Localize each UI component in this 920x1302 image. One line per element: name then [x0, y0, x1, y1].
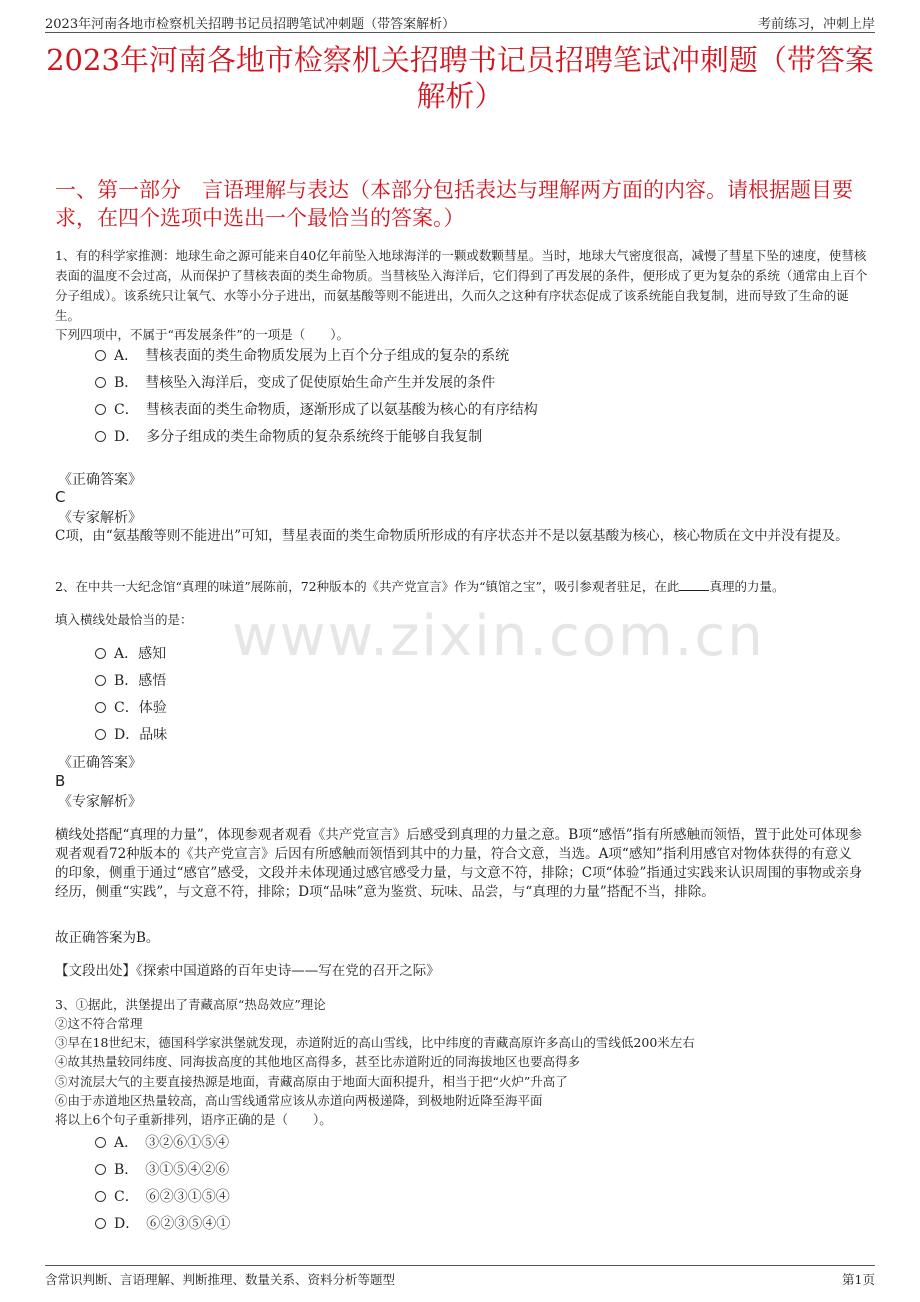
question-3-line-4: ④故其热量较同纬度、同海拔高度的其他地区高得多，甚至比赤道附近的同海拔地区也要高得多: [55, 1054, 581, 1069]
option-label: D．品味: [114, 727, 168, 743]
option-label: A． ③②⑥①⑤④: [114, 1135, 230, 1151]
radio-icon[interactable]: [95, 377, 106, 388]
option-label: D． ⑥②③⑤④①: [114, 1216, 231, 1232]
document-title: 2023年河南各地市检察机关招聘书记员招聘笔试冲刺题（带答案解析）: [46, 43, 874, 113]
option-label: B． 彗核坠入海洋后，变成了促使原始生命产生并发展的条件: [114, 375, 496, 391]
answer-label: 《正确答案》: [58, 755, 142, 771]
option-label: B．感悟: [114, 673, 167, 689]
question-2-conclusion: 故正确答案为B。: [55, 930, 160, 946]
question-3-line-2: ②这不符合常理: [55, 1016, 143, 1031]
option-label: B． ③①⑤④②⑥: [114, 1162, 230, 1178]
question-3-line-6: ⑥由于赤道地区热量较高，高山雪线通常应该从赤道向两极递降，到极地附近降至海平面: [55, 1093, 543, 1108]
analysis-label: 《专家解析》: [58, 794, 142, 810]
option-label: D． 多分子组成的类生命物质的复杂系统终于能够自我复制: [114, 429, 483, 445]
radio-icon[interactable]: [95, 350, 106, 361]
question-2-option-c[interactable]: [95, 698, 167, 718]
radio-icon[interactable]: [95, 675, 106, 686]
option-label: A．感知: [114, 646, 167, 662]
header-right-text: 考前练习，冲刺上岸: [757, 17, 875, 32]
question-1-prompt: 下列四项中，不属于“再发展条件”的一项是（ ）。: [55, 327, 350, 342]
question-1-option-c[interactable]: [95, 400, 538, 420]
watermark: www.zixin.com.cn: [232, 604, 765, 669]
question-1-option-b[interactable]: [95, 373, 495, 393]
radio-icon[interactable]: [95, 1191, 106, 1202]
question-2-source: 【文段出处】《探索中国道路的百年史诗——写在党的召开之际》: [55, 963, 440, 979]
question-1-stem: 1、有的科学家推测：地球生命之源可能来自40亿年前坠入地球海洋的一颗或数颗彗星。当时，地球大气密度很高，减慢了彗星下坠的速度，使彗核表面的温度不会过高，从而保护了彗核表面的类生命物质。当彗核坠入海洋后，它们得到了再发展的条件，便形成了更为复杂的系统（通常由上百个分子组成）。该系统只让氧气、水等小分子进出，而氨基酸等则不能进出，久而久之这种有序状态促成了该系统能自我复制，进而导致了生命的诞生。: [55, 248, 868, 323]
question-3-option-b[interactable]: [95, 1160, 229, 1180]
question-1-answer: C: [55, 488, 66, 506]
page-number: 第1页: [842, 1272, 875, 1287]
question-2-option-d[interactable]: [95, 725, 167, 745]
radio-icon[interactable]: [95, 702, 106, 713]
question-3-prompt: 将以上6个句子重新排列，语序正确的是（ ）。: [55, 1112, 332, 1127]
question-3-option-d[interactable]: [95, 1214, 230, 1234]
question-1-analysis: C项，由“氨基酸等则不能进出”可知，彗星表面的类生命物质所形成的有序状态并不是以氨基酸为核心，核心物质在文中并没有提及。: [55, 528, 849, 544]
question-3-line-3: ③早在18世纪末，德国科学家洪堡就发现，赤道附近的高山雪线，比中纬度的青藏高原许多高山的雪线低200米左右: [55, 1035, 695, 1050]
radio-icon[interactable]: [95, 729, 106, 740]
question-2-option-b[interactable]: [95, 671, 166, 691]
header-left-text: 2023年河南各地市检察机关招聘书记员招聘笔试冲刺题（带答案解析）: [45, 17, 456, 32]
question-2-option-a[interactable]: [95, 644, 166, 664]
question-3-line-1: 3、①据此，洪堡提出了青藏高原“热岛效应”理论: [55, 997, 326, 1012]
question-1-option-d[interactable]: [95, 427, 482, 447]
question-2-stem: [55, 577, 870, 597]
question-3-option-c[interactable]: [95, 1187, 230, 1207]
answer-label: 《正确答案》: [58, 472, 142, 488]
radio-icon[interactable]: [95, 1164, 106, 1175]
section-heading: 一、第一部分 言语理解与表达（本部分包括表达与理解两方面的内容。请根据题目要求，在四个选项中选出一个最恰当的答案。）: [55, 178, 853, 230]
analysis-label: 《专家解析》: [58, 510, 142, 526]
radio-icon[interactable]: [95, 1137, 106, 1148]
question-2-stem-start: 2、在中共一大纪念馆“真理的味道”展陈前，72种版本的《共产党宣言》作为“镇馆之宝”，吸引参观者驻足，在此: [55, 579, 680, 594]
page-header: [45, 10, 875, 33]
question-2-analysis: 横线处搭配“真理的力量”，体现参观者观看《共产党宣言》后感受到真理的力量之意。B项“感悟”指有所感触而领悟，置于此处可体现参观者观看72种版本的《共产党宣言》后因有所感触而领悟到其中的力量，符合文意，当选。A项“感知”指利用感官对物体获得的有意义的印象，侧重于通过“感官”感受，文段并未体现通过感官感受力量，与文意不符，排除；C项“体验”指通过实践来认识周围的事物或亲身经历，侧重“实践”，与文意不符，排除；D项“品味”意为鉴赏、玩味、品尝，与“真理的力量”搭配不当，排除。: [55, 827, 863, 900]
question-1-option-a[interactable]: [95, 346, 509, 366]
radio-icon[interactable]: [95, 1218, 106, 1229]
question-2-answer: B: [55, 772, 66, 790]
radio-icon[interactable]: [95, 648, 106, 659]
radio-icon[interactable]: [95, 404, 106, 415]
question-3-line-5: ⑤对流层大气的主要直接热源是地面，青藏高原由于地面大面积提升，相当于把“火炉”升高了: [55, 1074, 568, 1089]
option-label: C． 彗核表面的类生命物质，逐渐形成了以氨基酸为核心的有序结构: [114, 402, 538, 418]
option-label: C．体验: [114, 700, 167, 716]
question-2-stem-end: 真理的力量。: [709, 579, 785, 594]
option-label: C． ⑥②③①⑤④: [114, 1189, 230, 1205]
footer-left-text: 含常识判断、言语理解、判断推理、数量关系、资料分析等题型: [45, 1272, 396, 1287]
radio-icon[interactable]: [95, 431, 106, 442]
fill-blank: [679, 590, 709, 591]
option-label: A． 彗核表面的类生命物质发展为上百个分子组成的复杂的系统: [114, 348, 510, 364]
question-2-prompt: 填入横线处最恰当的是：: [55, 612, 193, 627]
page-footer: [45, 1265, 875, 1286]
question-3-option-a[interactable]: [95, 1133, 229, 1153]
